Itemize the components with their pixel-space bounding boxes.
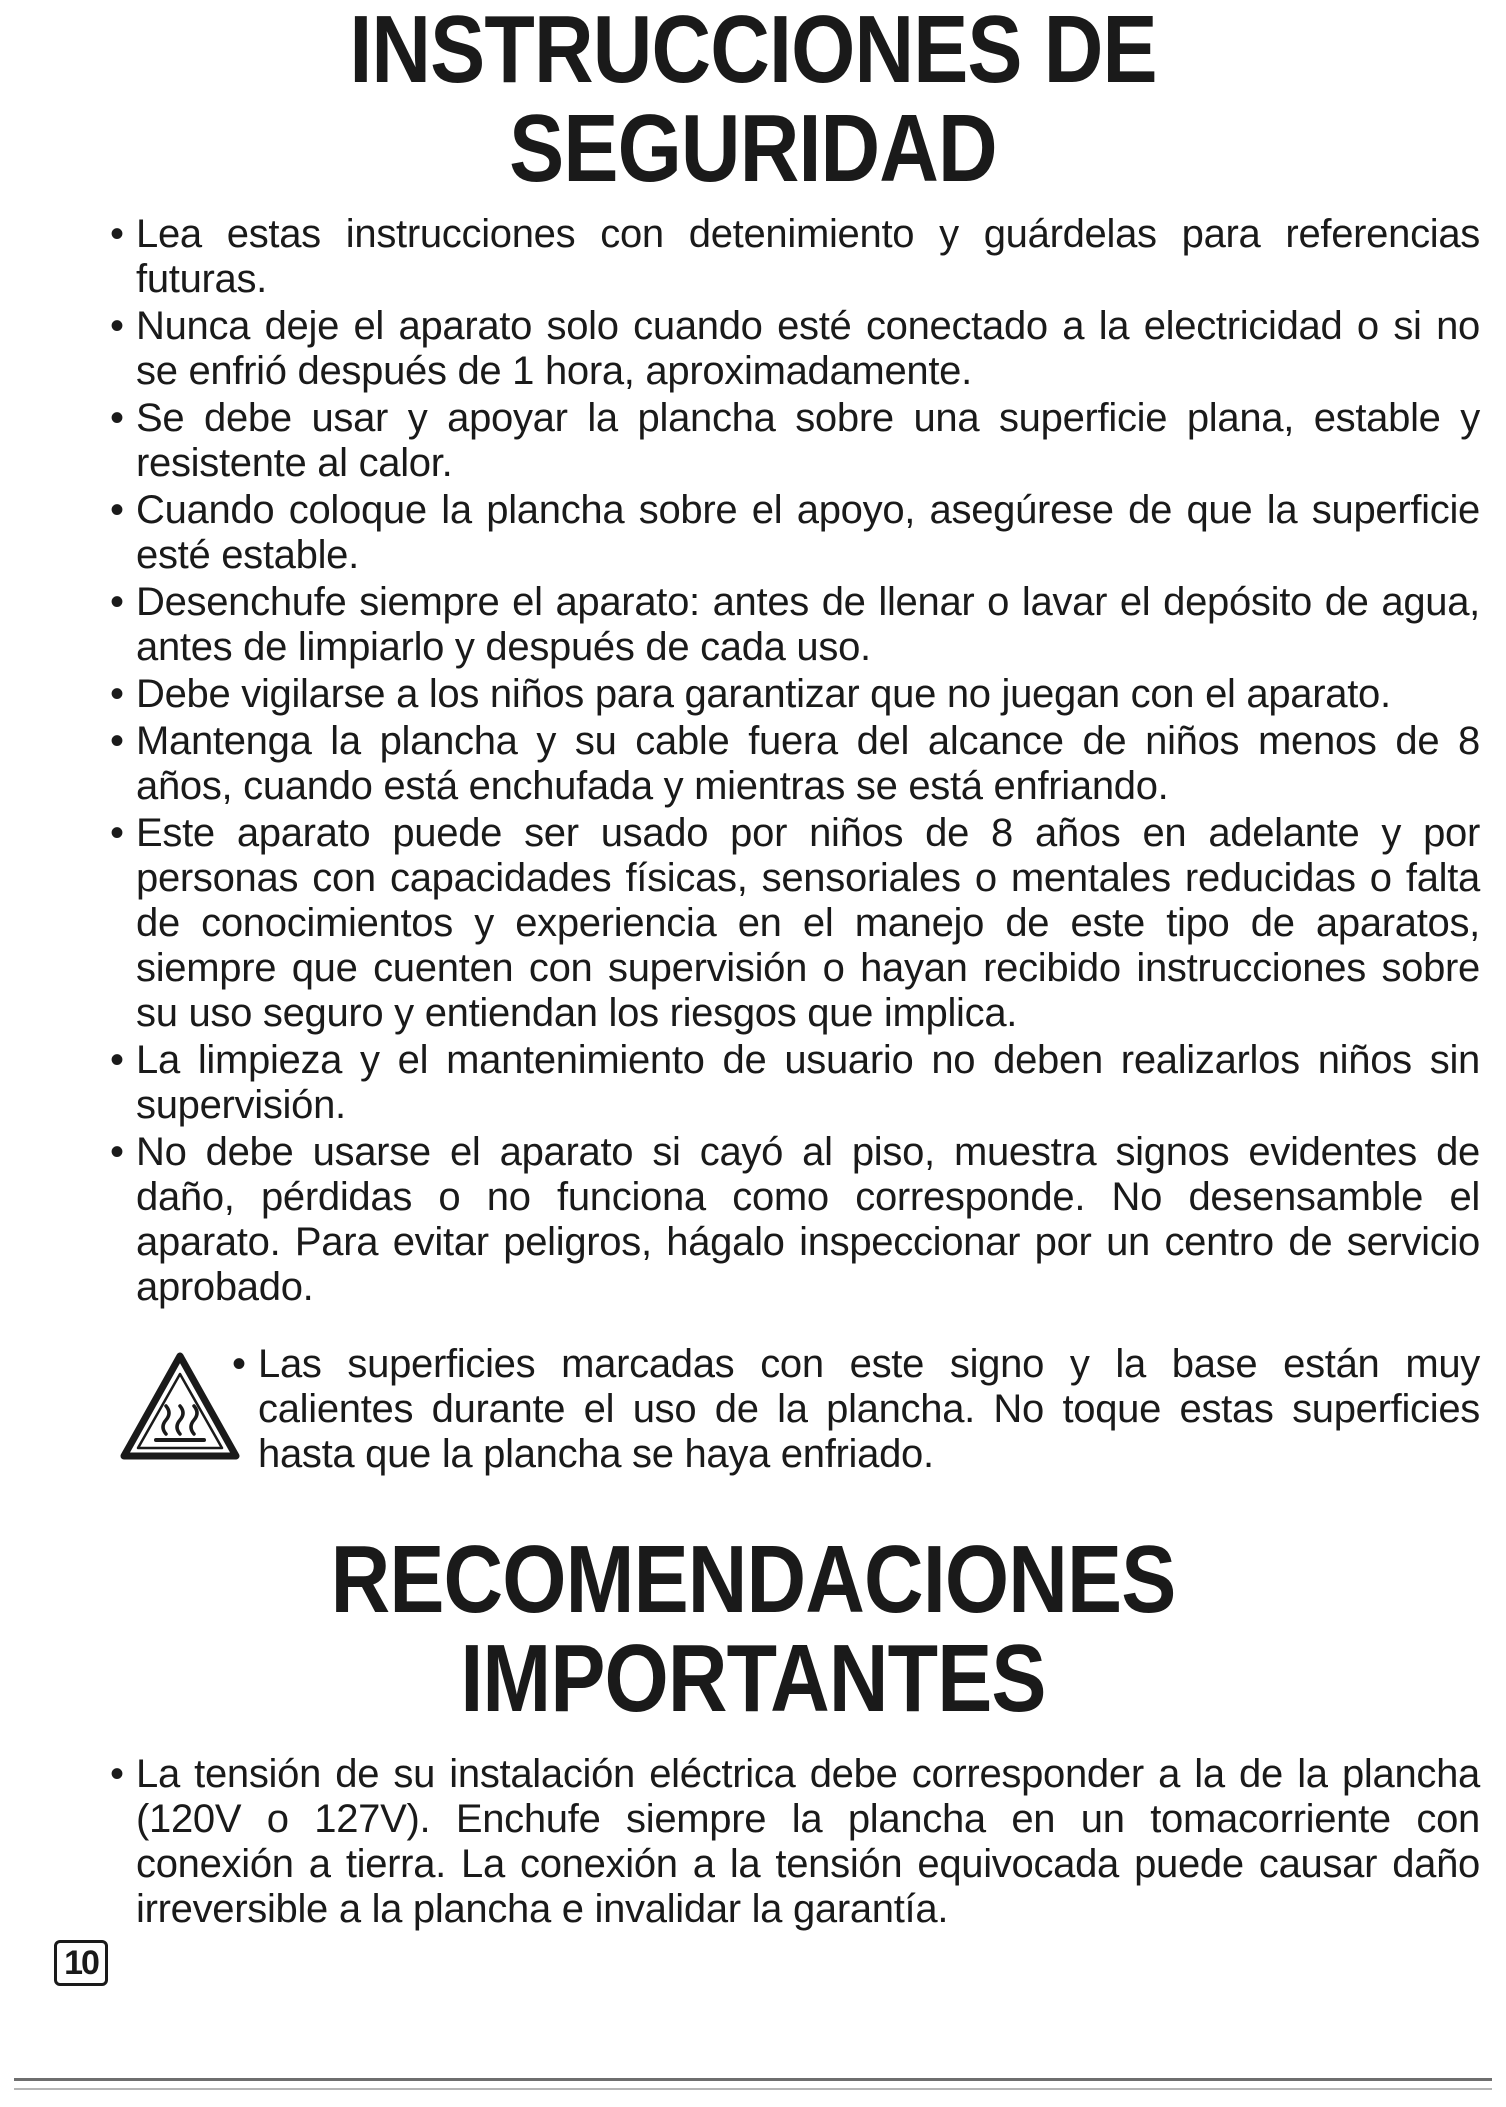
list-item-text: Se debe usar y apoyar la plancha sobre una superficie plana, estable y resistente al calor.: [136, 396, 1480, 485]
bullet: •: [110, 304, 124, 348]
list-item-text: Mantenga la plancha y su cable fuera del alcance de niños menos de 8 años, cuando está enchufada y mientras se está enfriando.: [136, 719, 1480, 808]
list-item-text: Debe vigilarse a los niños para garantizar que no juegan con el aparato.: [136, 672, 1391, 716]
list-item-text: La limpieza y el mantenimiento de usuario no deben realizarlos niños sin supervisión.: [136, 1038, 1480, 1127]
heading-line: RECOMENDACIONES: [330, 1526, 1176, 1633]
list-item: [108, 212, 1480, 302]
bullet: •: [110, 396, 124, 440]
bullet: •: [110, 580, 124, 624]
bullet: •: [110, 719, 124, 763]
safety-instructions-list: [108, 212, 1480, 1312]
bullet: •: [110, 811, 124, 855]
list-item: [108, 396, 1480, 486]
page-number: 10: [54, 1940, 108, 1986]
list-item: [108, 1752, 1480, 1932]
bullet: •: [110, 1038, 124, 1082]
recommendations-list: [108, 1752, 1480, 1934]
list-item-text: Este aparato puede ser usado por niños de 8 años en adelante y por personas con capacidades físicas, sensoriales o mentales reducidas o falta de conocimientos y experiencia en el manejo de este tipo de aparatos, siempre que cuenten con supervisión o hayan recibido instrucciones sobre su uso seguro y entiendan los riesgos que implica.: [136, 811, 1480, 1035]
list-item: [108, 1130, 1480, 1310]
bullet: •: [110, 672, 124, 716]
list-item-text: No debe usarse el aparato si cayó al piso, muestra signos evidentes de daño, pérdidas o no funciona como corresponde. No desensamble el aparato. Para evitar peligros, hágalo inspeccionar por un centro de servicio aprobado.: [136, 1130, 1480, 1309]
list-item: [108, 304, 1480, 394]
heading-line: SEGURIDAD: [509, 95, 997, 202]
warning-text-body: Las superficies marcadas con este signo y la base están muy calientes durante el uso de la plancha. No toque estas superficies hasta que la plancha se haya enfriado.: [258, 1342, 1480, 1476]
footer-rule: [14, 2088, 1492, 2090]
list-item: [108, 672, 1480, 717]
heading-line: IMPORTANTES: [460, 1625, 1046, 1732]
list-item-text: Lea estas instrucciones con detenimiento y guárdelas para referencias futuras.: [136, 212, 1480, 301]
hot-surface-warning: [112, 1342, 1480, 1492]
bullet: •: [110, 1752, 124, 1796]
list-item: [108, 1038, 1480, 1128]
list-item: [108, 488, 1480, 578]
list-item-text: Desenchufe siempre el aparato: antes de llenar o lavar el depósito de agua, antes de limpiarlo y después de cada uso.: [136, 580, 1480, 669]
warning-text: [230, 1342, 1480, 1477]
list-item-text: La tensión de su instalación eléctrica debe corresponder a la de la plancha (120V o 127V). Enchufe siempre la plancha en un tomacorriente con conexión a tierra. La conexión a la tensión equivocada puede causar daño irreversible a la plancha e invalidar la garantía.: [136, 1752, 1480, 1931]
bullet: •: [110, 488, 124, 532]
list-item: [108, 580, 1480, 670]
list-item: [108, 811, 1480, 1036]
list-item-text: Nunca deje el aparato solo cuando esté conectado a la electricidad o si no se enfrió después de 1 hora, aproximadamente.: [136, 304, 1480, 393]
list-item: [108, 719, 1480, 809]
important-recommendations-heading: [105, 1526, 1400, 1732]
bullet: •: [232, 1342, 246, 1386]
bullet: •: [110, 212, 124, 256]
safety-instructions-heading: [105, 0, 1400, 202]
heading-line: INSTRUCCIONES DE: [349, 0, 1157, 103]
list-item-text: Cuando coloque la plancha sobre el apoyo, asegúrese de que la superficie esté estable.: [136, 488, 1480, 577]
footer-rule: [14, 2078, 1492, 2081]
bullet: •: [110, 1130, 124, 1174]
hot-surface-warning-icon: [118, 1350, 242, 1462]
